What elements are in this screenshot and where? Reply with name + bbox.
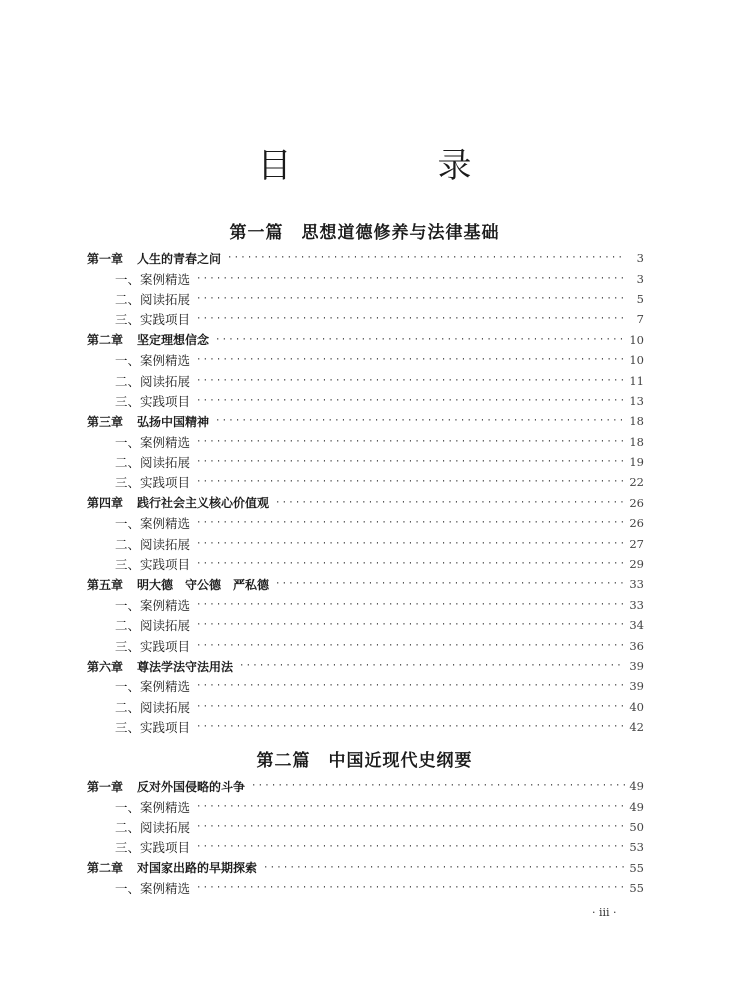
page-number: 39 [629,659,644,673]
dot-leader [196,641,625,651]
chapter-title: 明大德 守公德 严私德 [137,577,270,592]
chapter-title: 尊法学法守法用法 [137,659,234,674]
chapter-number: 第三章 [87,414,124,429]
toc-chapter-row[interactable] [87,248,644,268]
section-title: 三、实践项目 [115,312,191,328]
toc-section-row[interactable] [87,697,644,717]
toc-section-row[interactable] [87,717,644,737]
toc-section-row[interactable] [87,268,644,288]
dot-leader [196,620,625,630]
chapter-number: 第一章 [87,251,124,266]
dot-leader [196,702,625,712]
toc-section-row[interactable] [87,615,644,635]
page-number: 34 [629,618,644,633]
dot-leader [263,863,625,873]
dot-leader [196,355,625,365]
dot-leader [196,314,626,324]
toc-section-row[interactable] [87,391,644,411]
chapter-title: 践行社会主义核心价值观 [137,496,270,511]
dot-leader [196,559,625,569]
toc-chapter-row[interactable] [87,330,644,350]
chapter-title: 反对外国侵略的斗争 [137,779,246,794]
toc-list [87,776,644,898]
page-number: 42 [629,720,644,735]
part-number: 第一篇 [229,223,284,243]
page-number: 55 [629,860,644,875]
page-number: 11 [629,373,644,388]
section-title: 一、案例精选 [115,799,191,815]
section-title: 三、实践项目 [115,840,191,856]
toc-section-row[interactable] [87,452,644,472]
toc-chapter-row[interactable] [87,858,644,878]
chapter-number: 第六章 [87,659,124,674]
toc-section-row[interactable] [87,878,644,898]
toc-section-row[interactable] [87,635,644,655]
part-name: 思想道德修养与法律基础 [301,223,500,243]
dot-leader [196,822,625,832]
part-name: 中国近现代史纲要 [328,751,473,771]
dot-leader [196,681,625,691]
dot-leader [275,579,625,589]
chapter-title: 坚定理想信念 [137,333,210,348]
page-number: 26 [629,495,644,510]
toc-section-row[interactable] [87,533,644,553]
dot-leader [196,600,625,610]
section-title: 一、案例精选 [115,434,191,450]
chapter-title: 对国家出路的早期探索 [137,861,258,876]
toc-section-row[interactable] [87,432,644,452]
toc-section-row[interactable] [87,796,644,816]
toc-section-row[interactable] [87,350,644,370]
dot-leader [196,457,625,467]
toc-section-row[interactable] [87,817,644,837]
dot-leader [196,396,625,406]
page-number: 27 [629,536,644,551]
part-heading [0,746,729,771]
section-title: 二、阅读拓展 [115,699,191,715]
section-title: 二、阅读拓展 [115,618,191,634]
page-number: 3 [636,271,644,286]
section-title: 一、案例精选 [115,881,191,897]
toc-section-row[interactable] [87,472,644,492]
chapter-number: 第五章 [87,577,124,592]
page-number: 18 [629,434,644,449]
page-number: 53 [629,840,644,855]
page-number: 49 [629,799,644,814]
section-title: 二、阅读拓展 [115,455,191,471]
page-title: 目 录 [257,146,528,186]
toc-chapter-row[interactable] [87,656,644,676]
section-title: 二、阅读拓展 [115,291,191,307]
dot-leader [196,294,626,304]
toc-list [87,248,644,737]
dot-leader [196,842,625,852]
dot-leader [196,274,626,284]
toc-chapter-row[interactable] [87,776,644,796]
section-title: 二、阅读拓展 [115,536,191,552]
toc-section-row[interactable] [87,554,644,574]
page-number: 39 [629,679,644,694]
page-number: 26 [629,516,644,531]
page-number: 29 [629,557,644,572]
page-number: 13 [629,393,644,408]
toc-section-row[interactable] [87,676,644,696]
section-title: 三、实践项目 [115,557,191,573]
chapter-title: 弘扬中国精神 [137,414,210,429]
toc-section-row[interactable] [87,309,644,329]
chapter-number: 第四章 [87,496,124,511]
dot-leader [196,722,625,732]
toc-chapter-row[interactable] [87,411,644,431]
page-number: 36 [629,638,644,653]
section-title: 一、案例精选 [115,679,191,695]
page-number: 40 [629,699,644,714]
part-heading [0,218,729,243]
toc-section-row[interactable] [87,513,644,533]
section-title: 一、案例精选 [115,353,191,369]
section-title: 二、阅读拓展 [115,373,191,389]
section-title: 一、案例精选 [115,597,191,613]
toc-section-row[interactable] [87,837,644,857]
dot-leader [196,477,625,487]
section-title: 二、阅读拓展 [115,819,191,835]
page-number: 33 [629,577,644,592]
chapter-title: 人生的青春之问 [137,251,222,266]
chapter-number: 第二章 [87,861,124,876]
dot-leader [251,781,625,791]
section-title: 三、实践项目 [115,475,191,491]
section-title: 三、实践项目 [115,720,191,736]
page-number: 33 [629,597,644,612]
chapter-number: 第一章 [87,779,124,794]
chapter-number: 第二章 [87,333,124,348]
page-number: 5 [636,291,644,306]
toc-chapter-row[interactable] [87,574,644,594]
page-number: 10 [629,353,644,368]
toc-section-row[interactable] [87,370,644,390]
dot-leader [196,518,625,528]
toc-section-row[interactable] [87,289,644,309]
dot-leader [215,335,625,345]
section-title: 一、案例精选 [115,516,191,532]
dot-leader [215,416,625,426]
part-number: 第二篇 [256,751,311,771]
page-number: 18 [629,414,644,429]
section-title: 三、实践项目 [115,638,191,654]
toc-chapter-row[interactable] [87,493,644,513]
dot-leader [196,802,625,812]
toc-section-row[interactable] [87,595,644,615]
page-folio: · iii · [592,906,617,919]
dot-leader [196,539,625,549]
dot-leader [196,883,625,893]
page-number: 22 [629,475,644,490]
page-number: 55 [629,881,644,896]
dot-leader [275,498,625,508]
dot-leader [239,661,625,671]
dot-leader [196,437,625,447]
page-number: 3 [636,251,644,266]
dot-leader [227,253,626,263]
dot-leader [196,376,625,386]
page-number: 50 [629,819,644,834]
page-number: 49 [629,779,644,794]
section-title: 三、实践项目 [115,393,191,409]
page-number: 7 [636,312,644,327]
page-number: 19 [629,455,644,470]
section-title: 一、案例精选 [115,271,191,287]
page-number: 10 [629,332,644,347]
